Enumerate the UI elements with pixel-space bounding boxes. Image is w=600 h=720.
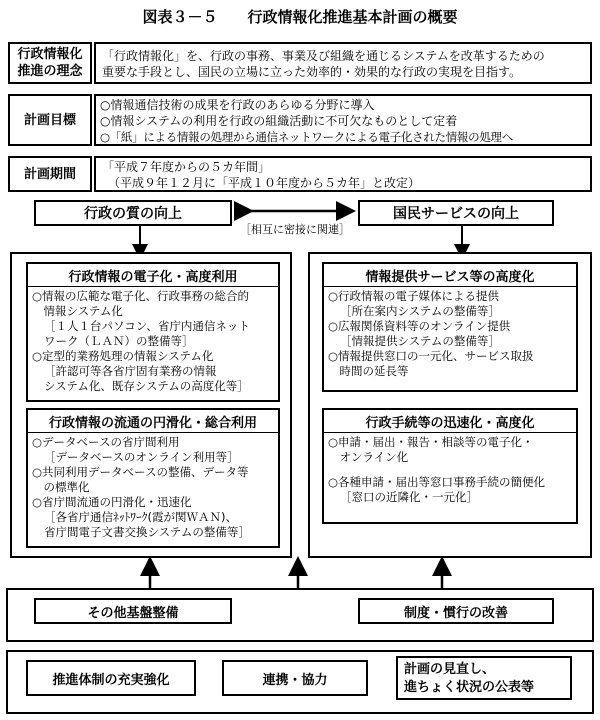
period-line1: 「平成７年度からの５カ年間」 — [102, 160, 271, 174]
list-item: の標準化 — [32, 480, 90, 494]
goals-label-box — [8, 94, 92, 146]
list-item: ［窓口の近隣化・一元化］ — [340, 490, 478, 504]
diagram-title: 図表３－５ 行政情報化推進基本計画の概要 — [142, 8, 458, 26]
list-item: ［許認可等各省庁固有業務の情報 — [44, 364, 217, 378]
list-item: ○情報の広範な電子化、行政事務の総合的 — [32, 289, 250, 303]
list-item: 時間の延長等 — [328, 364, 409, 378]
period-line2: （平成９年１２月に「平成１０年度から５カ年」と改定） — [108, 176, 421, 190]
goal-item: ○「紙」による情報の処理から通信ネットワークによる電子化された情報の処理へ — [100, 130, 513, 144]
left-box2-header: 行政情報の流通の円滑化・総合利用 — [28, 410, 278, 433]
philosophy-label-line2: 推進の理念 — [17, 64, 83, 79]
period-text-box — [94, 156, 592, 192]
list-item: 情報システム化 — [32, 304, 123, 318]
period-label-box — [8, 156, 92, 192]
bottom-item-review-line1: 計画の見直し、 — [404, 662, 496, 677]
goals-label: 計画目標 — [23, 112, 76, 128]
list-item: ［データベースのオンライン利用等］ — [44, 450, 239, 464]
right-box1 — [322, 262, 578, 392]
bottom-item-review — [396, 656, 572, 700]
goal-item: ○情報通信技術の成果を行政のあらゆる分野に導入 — [100, 98, 375, 112]
list-item: ［情報提供システムの整備等］ — [340, 334, 500, 348]
left-box1 — [26, 262, 280, 402]
list-item: ［各省庁通信ﾈｯﾄﾜｰｸ(霞が関ＷＡＮ)、 — [44, 510, 237, 524]
left-box1-header: 行政情報の電子化・高度利用 — [28, 264, 278, 287]
list-item: ○広報関係資料等のオンライン提供 — [328, 319, 511, 333]
right-box2-header: 行政手続等の迅速化・高度化 — [324, 410, 576, 433]
left-box1-body — [28, 287, 278, 396]
list-item: ワーク（ＬＡＮ）の整備等］ — [44, 334, 194, 348]
right-box1-header: 情報提供サービス等の高度化 — [324, 264, 576, 287]
list-item: 省庁間電子文書交換システムの整備等］ — [44, 525, 250, 539]
list-item: ○申請・届出・報告・相談等の電子化・ — [328, 435, 534, 449]
philosophy-text-line1: 「行政情報化」を、行政の事務、事業及び組織を通じるシステムを改革するための — [102, 49, 545, 63]
left-goal-box: 行政の質の向上 — [34, 200, 232, 226]
list-item: ［所在案内システムの整備等］ — [340, 304, 500, 318]
philosophy-label-line1: 行政情報化 — [17, 47, 83, 62]
list-item: ○定型的業務処理の情報システム化 — [32, 349, 214, 363]
list-item: システム化、既存システムの高度化等］ — [44, 379, 249, 393]
right-box2 — [322, 408, 578, 524]
period-label: 計画期間 — [23, 166, 76, 182]
list-item: オンライン化 — [328, 450, 409, 464]
philosophy-text-box — [94, 42, 592, 84]
left-box2-body — [28, 433, 278, 542]
base-left-box: その他基盤整備 — [34, 598, 232, 624]
right-goal-box: 国民サービスの向上 — [358, 200, 554, 226]
list-item: ○省庁間流通の円滑化・迅速化 — [32, 495, 192, 509]
goal-item: ○情報システムの利用を行政の組織活動に不可欠なものとして定着 — [100, 114, 458, 128]
base-right-box: 制度・慣行の改善 — [358, 598, 554, 624]
link-label: ［相互に密接に関連］ — [240, 223, 350, 236]
list-item: ○共同利用データベースの整備、データ等 — [32, 465, 249, 479]
list-item: ○行政情報の電子媒体による提供 — [328, 289, 500, 303]
spacer — [328, 465, 572, 475]
philosophy-label-box — [8, 42, 92, 84]
bottom-item-promotion: 推進体制の充実強化 — [26, 660, 196, 696]
left-box2 — [26, 408, 280, 548]
right-box2-body — [324, 433, 576, 507]
philosophy-text-line2: 重要な手段とし、国民の立場に立った効率的・効果的な行政の実現を目指す。 — [102, 65, 522, 79]
bottom-item-review-line2: 進ちょく状況の公表等 — [404, 680, 535, 695]
list-item: ○情報提供窓口の一元化、サービス取扱 — [328, 349, 534, 363]
list-item: ○各種申請・届出等窓口事務手続の簡便化 — [328, 475, 546, 489]
goals-text-box — [94, 94, 592, 146]
bottom-item-cooperation: 連携・協力 — [222, 660, 368, 696]
list-item: ○データベースの省庁間利用 — [32, 435, 180, 449]
list-item: ［１人１台パソコン、省庁内通信ネット — [44, 319, 250, 333]
right-box1-body — [324, 287, 576, 381]
